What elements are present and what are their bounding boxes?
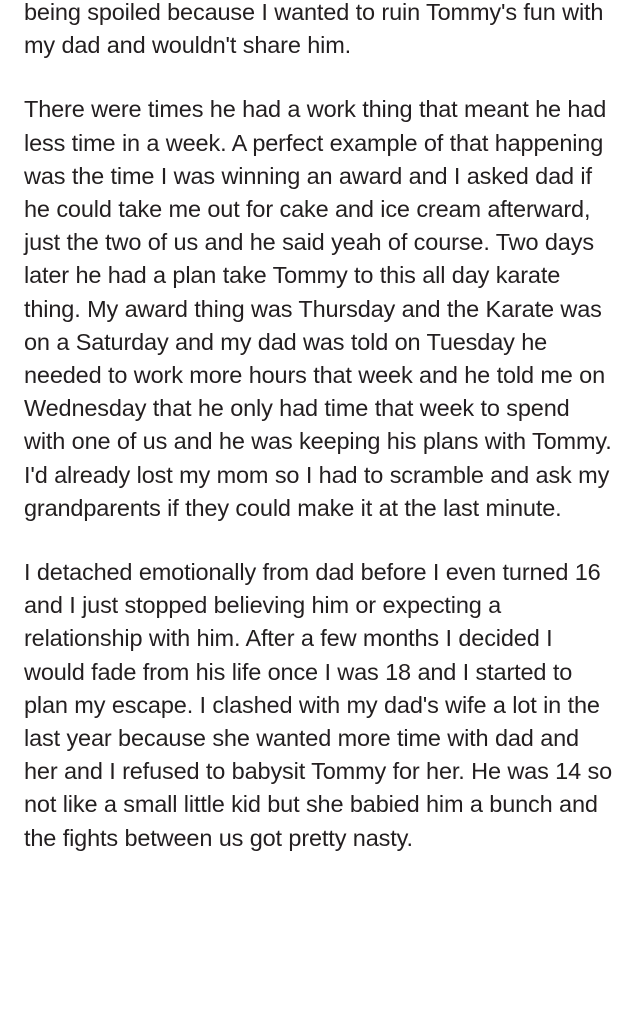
paragraph-1: being spoiled because I wanted to ruin Tommy's fun with my dad and wouldn't share him.	[24, 0, 604, 59]
paragraph-3: I detached emotionally from dad before I even turned 16 and I just stopped believing him or expecting a relationship with him. After a few months I decided I would fade from his life once I was 18 and I started to plan my escape. I clashed with my dad's wife a lot in the last year because she wanted more time with dad and her and I refused to babysit Tommy for her. He was 14 so not like a small little kid but she babied him a bunch and the fights between us got pretty nasty.	[24, 559, 612, 851]
paragraph-2: There were times he had a work thing that meant he had less time in a week. A perfect example of that happening was the time I was winning an award and I asked dad if he could take me out for cake and ice cream afterward, just the two of us and he said yeah of course. Two days later he had a plan take Tommy to this all day karate thing. My award thing was Thursday and the Karate was on a Saturday and my dad was told on Tuesday he needed to work more hours that week and he told me on Wednesday that he only had time that week to spend with one of us and he was keeping his plans with Tommy. I'd already lost my mom so I had to scramble and ask my grandparents if they could make it at the last minute.	[24, 96, 612, 521]
document-text-body	[24, 0, 615, 855]
